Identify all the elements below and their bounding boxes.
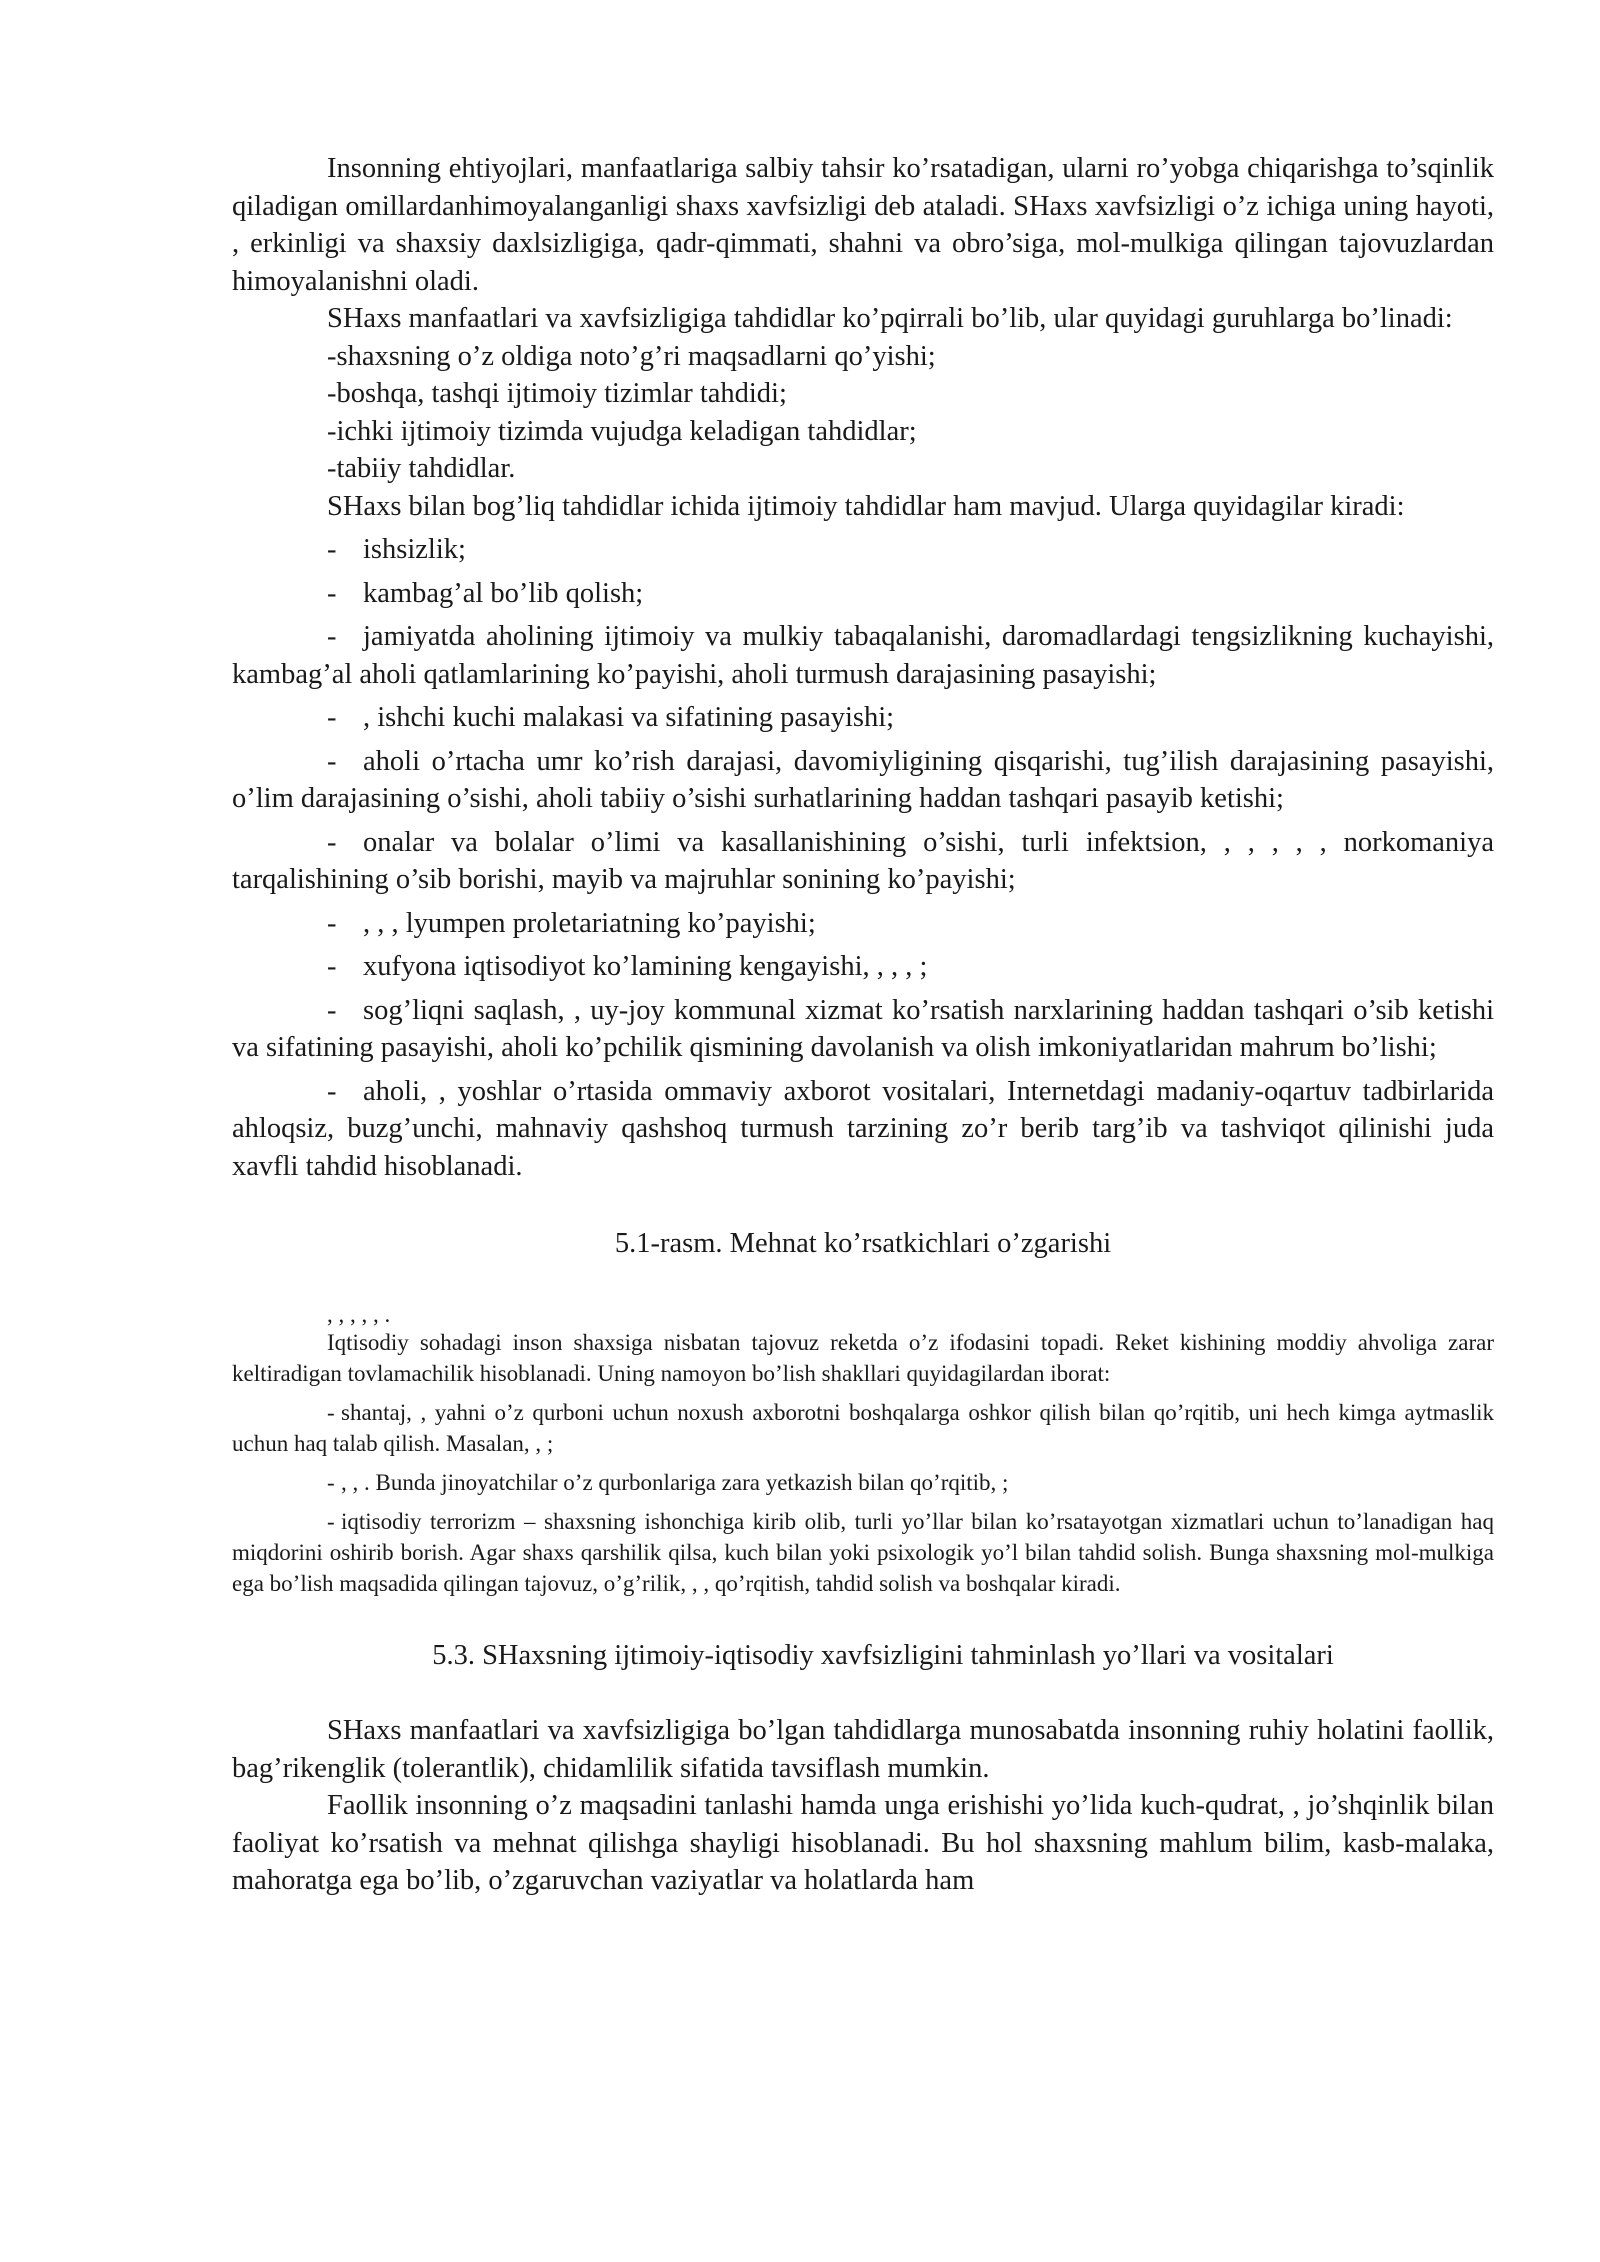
- placeholder-dots: , , , , , .: [327, 1301, 391, 1327]
- dash-marker: -: [327, 577, 337, 609]
- list-item: - , ishchi kuchi malakasi va sifatining pasayishi;: [232, 699, 1494, 737]
- section-heading: 5.3. SHaxsning ijtimoiy-iqtisodiy xavfsizligini tahminlash yo’llari va vositalari: [432, 1639, 1334, 1671]
- paragraph-activity: Faollik insonning o’z maqsadini tanlashi hamda unga erishishi yo’lida kuch-qudrat, , jo’shqinlik bilan faoliyat ko’rsatish va mehnat qilishga shayligi hisoblanadi. Bu hol shaxsning mahlum bilim, kasb-malaka, mahoratga ega bo’lib, o’zgaruvchan vaziyatlar va holatlarda ham: [232, 1790, 1494, 1896]
- paragraph-psychological-state: SHaxs manfaatlari va xavfsizligiga bo’lgan tahdidlarga munosabatda insonning ruhiy holatini faollik, bag’rikenglik (tolerantlik), chidamlilik sifatida tavsiflash mumkin.: [232, 1715, 1494, 1784]
- list-item: -ichki ijtimoiy tizimda vujudga keladigan tahdidlar;: [327, 415, 917, 447]
- dash-marker: -: [327, 994, 337, 1026]
- dash-marker: -: [327, 702, 337, 733]
- list-item: - iqtisodiy terrorizm – shaxsning ishonchiga kirib olib, turli yo’llar bilan ko’rsatayotgan xizmatlari uchun to’lanadigan haq miqdorini oshirib borish. Agar shaxs qarshilik qilsa, kuch bilan yoki psixologik yo’l bilan tahdid solish. Bunga shaxsning mol-mulkiga ega bo’lish maqsadida qilingan tajovuz, o’g’rilik, , , qo’rqitish, tahdid solish va boshqalar kiradi.: [232, 1506, 1494, 1599]
- small-text-block: [232, 1327, 1494, 1599]
- dash-marker: -: [327, 745, 337, 777]
- list-item: - ishsizlik;: [232, 531, 1494, 569]
- list-item: -tabiiy tahdidlar.: [327, 453, 516, 484]
- list-item: -shaxsning o’z oldiga noto’g’ri maqsadlarni qo’yishi;: [327, 340, 936, 372]
- list-item: -boshqa, tashqi ijtimoiy tizimlar tahdidi;: [327, 378, 787, 409]
- list-item: - , , , lyumpen proletariatning ko’payishi;: [232, 905, 1494, 943]
- paragraph-social-threats: SHaxs bilan bog’liq tahdidlar ichida ijtimoiy tahdidlar ham mavjud. Ularga quyidagilar kiradi:: [327, 490, 1405, 522]
- dash-marker: -: [327, 534, 337, 565]
- list-item: - , , . Bunda jinoyatchilar o’z qurbonlariga zara yetkazish bilan qo’rqitib, ;: [232, 1467, 1494, 1498]
- dash-marker: -: [327, 621, 337, 652]
- dash-marker: -: [327, 1508, 335, 1534]
- dash-marker: -: [327, 1469, 335, 1495]
- list-item: - shantaj, , yahni o’z qurboni uchun noxush axborotni boshqalarga oshkor qilish bilan qo’rqitib, uni hech kimga aytmaslik uchun haq talab qilish. Masalan, , ;: [232, 1397, 1494, 1459]
- list-item: - onalar va bolalar o’limi va kasallanishining o’sishi, turli infektsion, , , , , , norkomaniya tarqalishining o’sib borishi, mayib va majruhlar sonining ko’payishi;: [232, 824, 1494, 899]
- paragraph-racket: Iqtisodiy sohadagi inson shaxsiga nisbatan tajovuz reketda o’z ifodasini topadi. Reket kishining moddiy ahvoliga zarar keltiradigan tovlamachilik hisoblanadi. Uning namoyon bo’lish shakllari quyidagilardan iborat:: [232, 1329, 1494, 1386]
- list-item: - aholi, , yoshlar o’rtasida ommaviy axborot vositalari, Internetdagi madaniy-oqartuv tadbirlarida ahloqsiz, buzg’unchi, mahnaviy qashshoq turmush tarzining zo’r berib targ’ib va tashviqot qilinishi juda xavfli tahdid hisoblanadi.: [232, 1073, 1494, 1186]
- dash-marker: -: [327, 1075, 337, 1107]
- list-item: - jamiyatda aholining ijtimoiy va mulkiy tabaqalanishi, daromadlardagi tengsizlikning kuchayishi, kambag’al aholi qatlamlarining ko’payishi, aholi turmush darajasining pasayishi;: [232, 618, 1494, 693]
- list-item: - xufyona iqtisodiyot ko’lamining kengayishi, , , , ;: [232, 948, 1494, 986]
- list-item: - kambag’al bo’lib qolish;: [232, 575, 1494, 613]
- dash-marker: -: [327, 951, 337, 982]
- dash-marker: -: [327, 907, 337, 939]
- list-item: - sog’liqni saqlash, , uy-joy kommunal xizmat ko’rsatish narxlarining haddan tashqari o’sib ketishi va sifatining pasayishi, aholi ko’pchilik qismining davolanish va olish imkoniyatlaridan mahrum bo’lishi;: [232, 992, 1494, 1067]
- dash-marker: -: [327, 1399, 335, 1425]
- list-item: - aholi o’rtacha umr ko’rish darajasi, davomiyligining qisqarishi, tug’ilish darajasining pasayishi, o’lim darajasining o’sishi, aholi tabiiy o’sishi surhatlarining haddan tashqari pasayib ketishi;: [232, 743, 1494, 818]
- paragraph-threat-groups: SHaxs manfaatlari va xavfsizligiga tahdidlar ko’pqirrali bo’lib, ular quyidagi guruhlarga bo’linadi:: [327, 303, 1453, 334]
- dash-marker: -: [327, 826, 337, 858]
- document-page: [232, 150, 1494, 1900]
- figure-caption: 5.1-rasm. Mehnat ko’rsatkichlari o’zgarishi: [614, 1228, 1112, 1259]
- paragraph-definition: Insonning ehtiyojlari, manfaatlariga salbiy tahsir ko’rsatadigan, ularni ro’yobga chiqarishga to’sqinlik qiladigan omillardanhimoyalanganligi shaxs xavfsizligi deb ataladi. SHaxs xavfsizligi o’z ichiga uning hayoti, , erkinligi va shaxsiy daxlsizligiga, qadr-qimmati, shahni va obro’siga, mol-mulkiga qilingan tajovuzlardan himoyalanishni oladi.: [232, 153, 1494, 297]
